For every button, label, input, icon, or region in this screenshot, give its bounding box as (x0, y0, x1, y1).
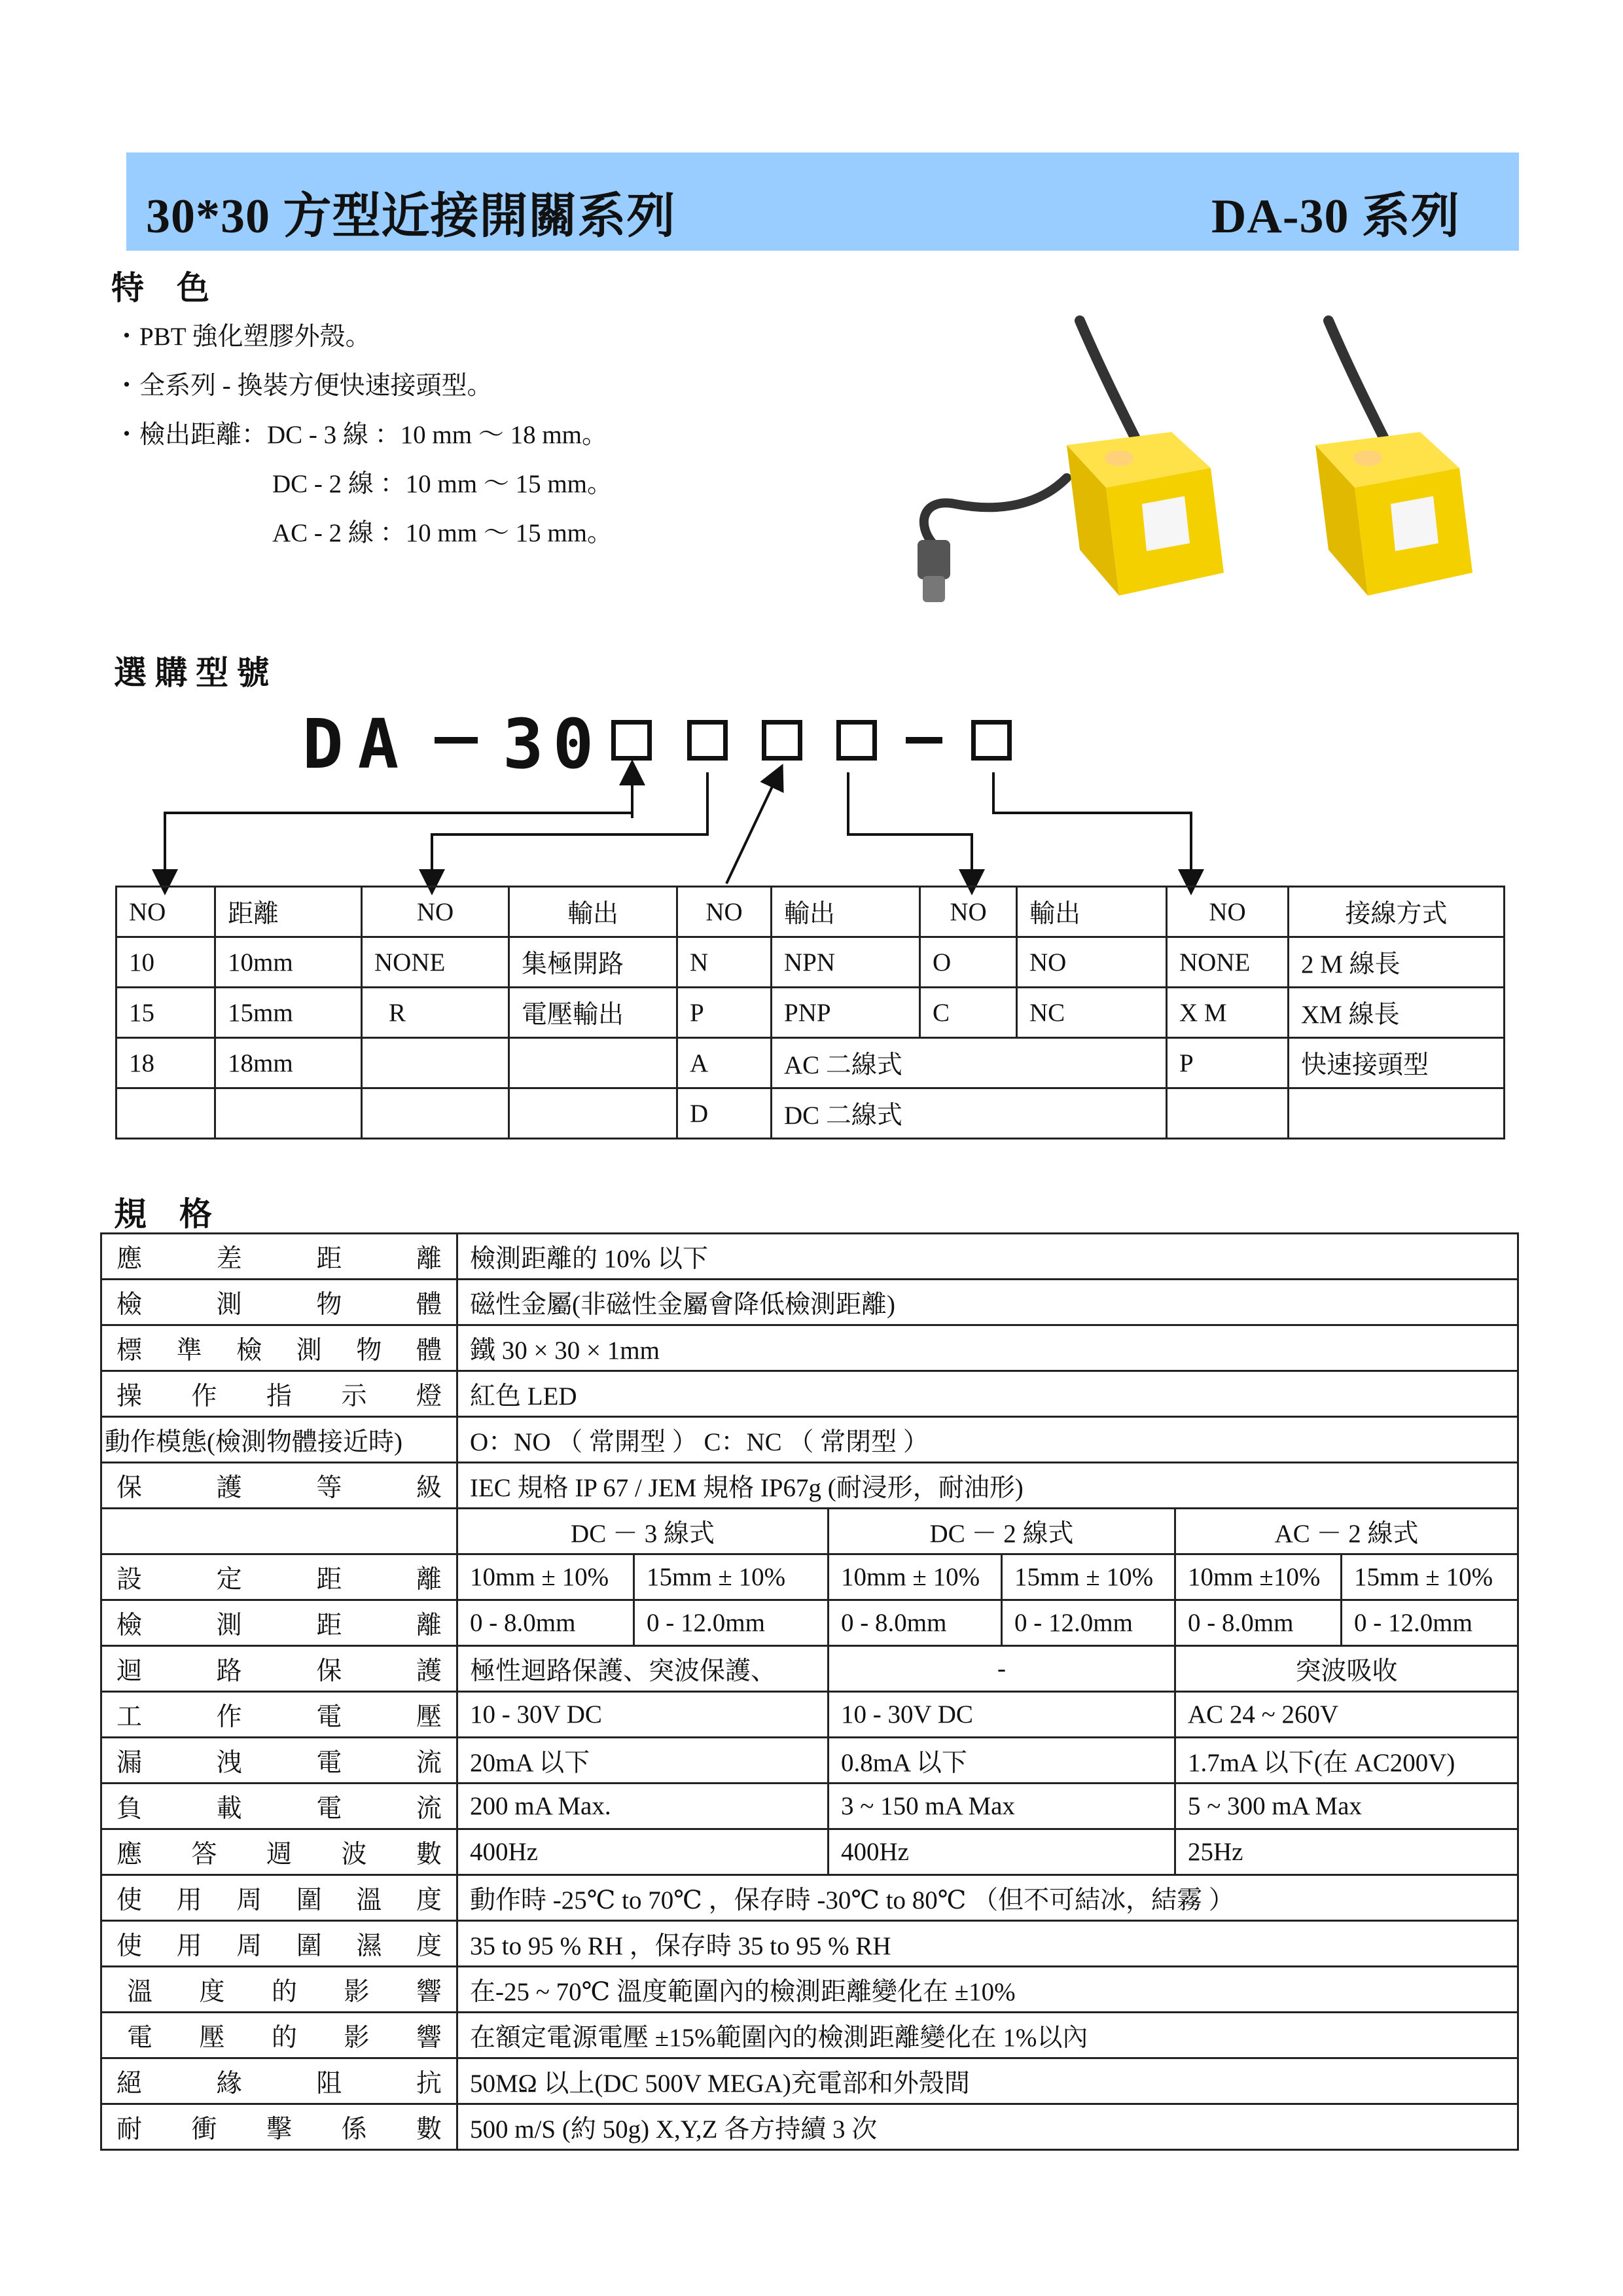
feature-sub-item: DC - 2 線 ：10 mm ～ 15 mm。 (272, 470, 613, 498)
feature-sub-item: AC - 2 線 ：10 mm ～ 15 mm。 (272, 519, 613, 547)
spec-label: 設 定 距 離 (116, 1565, 442, 1594)
table-row (101, 1784, 1518, 1829)
model-code-dash (435, 737, 478, 744)
ordering-cell: P (677, 988, 772, 1038)
spec-label: 絕 緣 阻 抗 (116, 2069, 442, 2098)
spec-value: 20mA 以下 (457, 1738, 829, 1784)
spec-value: 0 - 8.0mm (829, 1600, 1002, 1646)
features-heading: 特 色 (111, 270, 209, 306)
feature-item: ・檢出距離：DC - 3 線 ：10 mm ～ 18 mm。 (114, 421, 608, 449)
spec-label: 負 載 電 流 (116, 1794, 442, 1823)
spec-value: 15mm ± 10% (1342, 1554, 1518, 1600)
spec-value: 500 m/S (約 50g) X,Y,Z 各方持續 3 次 (457, 2104, 1518, 2150)
spec-value: 在額定電源電壓 ±15%範圍內的檢測距離變化在 1%以內 (457, 2013, 1518, 2058)
ordering-header: NO (1167, 887, 1289, 937)
spec-value: 0 - 12.0mm (1002, 1600, 1175, 1646)
table-row (116, 937, 1505, 988)
table-row (101, 1325, 1518, 1371)
ordering-table (115, 886, 1505, 1139)
spec-value: 1.7mA 以下(在 AC200V) (1175, 1738, 1518, 1784)
spec-value: 15mm ± 10% (1002, 1554, 1175, 1600)
spec-label: 使 用 周 圍 溫 度 (116, 1886, 442, 1914)
spec-group-header: AC － 2 線式 (1175, 1509, 1518, 1554)
ordering-cell: NC (1017, 988, 1167, 1038)
ordering-cell: R (362, 988, 509, 1038)
spec-value: 動作時 -25℃ to 70℃ ，保存時 -30℃ to 80℃ （但不可結冰，結霧 ） (457, 1875, 1518, 1921)
ordering-cell: DC 二線式 (772, 1088, 1167, 1139)
ordering-cell: 集極開路 (509, 937, 677, 988)
spec-label: 動作模態(檢測物體接近時) (101, 1417, 457, 1463)
ordering-heading: 選 購 型 號 (114, 655, 270, 691)
spec-value: 25Hz (1175, 1829, 1518, 1875)
spec-value: 極性迴路保護、突波保護、 (457, 1646, 829, 1692)
spec-value: 10mm ± 10% (457, 1554, 634, 1600)
ordering-cell (509, 1088, 677, 1139)
table-row (101, 1554, 1518, 1600)
ordering-header-row (116, 887, 1505, 937)
page-title: 30*30 方型近接開關系列 (146, 190, 676, 243)
spec-empty-cell (101, 1509, 457, 1554)
spec-value: 15mm ± 10% (634, 1554, 829, 1600)
ordering-header: 接線方式 (1289, 887, 1505, 937)
spec-value: 10mm ± 10% (829, 1554, 1002, 1600)
table-row (116, 1088, 1505, 1139)
table-row (101, 1921, 1518, 1967)
spec-value: 400Hz (829, 1829, 1175, 1875)
spec-value: 檢測距離的 10% 以下 (457, 1234, 1518, 1280)
ordering-cell: 10mm (215, 937, 362, 988)
ordering-cell: NO (1017, 937, 1167, 988)
ordering-cell (1289, 1088, 1505, 1139)
sensor-right (1315, 321, 1472, 596)
spec-label: 標 準 檢 測 物 體 (116, 1336, 442, 1365)
ordering-cell: P (1167, 1038, 1289, 1088)
ordering-cell: 18mm (215, 1038, 362, 1088)
table-row (101, 1692, 1518, 1738)
ordering-header: NO (116, 887, 215, 937)
series-title: DA-30 系列 (1211, 190, 1460, 243)
ordering-cell (362, 1038, 509, 1088)
model-code-prefix: DA (302, 704, 414, 784)
ordering-cell: 2 M 線長 (1289, 937, 1505, 988)
code-arrows (0, 753, 1623, 903)
spec-value: 10mm ±10% (1175, 1554, 1342, 1600)
table-row (101, 1829, 1518, 1875)
ordering-cell (215, 1088, 362, 1139)
ordering-cell: 10 (116, 937, 215, 988)
spec-value: IEC 規格 IP 67 / JEM 規格 IP67g (耐浸形，耐油形) (457, 1463, 1518, 1509)
spec-value: 0 - 12.0mm (1342, 1600, 1518, 1646)
table-row (101, 1463, 1518, 1509)
spec-value: 3 ~ 150 mA Max (829, 1784, 1175, 1829)
spec-label: 檢 測 距 離 (116, 1611, 442, 1640)
spec-value: 10 - 30V DC (829, 1692, 1175, 1738)
ordering-cell (509, 1038, 677, 1088)
spec-group-header-row (101, 1509, 1518, 1554)
ordering-header: NO (362, 887, 509, 937)
spec-value: AC 24 ~ 260V (1175, 1692, 1518, 1738)
ordering-cell: AC 二線式 (772, 1038, 1167, 1088)
table-row (101, 1646, 1518, 1692)
table-row (101, 1280, 1518, 1325)
sensor-left (918, 321, 1224, 602)
ordering-cell: NONE (362, 937, 509, 988)
ordering-header: 輸出 (1017, 887, 1167, 937)
spec-value: O：NO （ 常開型 ） C：NC （ 常閉型 ） (457, 1417, 1518, 1463)
spec-label: 操 作 指 示 燈 (116, 1382, 442, 1410)
table-row (101, 1738, 1518, 1784)
ordering-cell: O (920, 937, 1017, 988)
spec-value: 0 - 8.0mm (1175, 1600, 1342, 1646)
ordering-cell: NPN (772, 937, 920, 988)
feature-item: ・PBT 強化塑膠外殼。 (114, 323, 371, 351)
spec-label: 檢 測 物 體 (116, 1290, 442, 1319)
spec-value: 紅色 LED (457, 1371, 1518, 1417)
spec-value: 在-25 ~ 70℃ 溫度範圍內的檢測距離變化在 ±10% (457, 1967, 1518, 2013)
ordering-cell (362, 1088, 509, 1139)
spec-value: 35 to 95 % RH ，保存時 35 to 95 % RH (457, 1921, 1518, 1967)
spec-value: 磁性金屬(非磁性金屬會降低檢測距離) (457, 1280, 1518, 1325)
spec-value: 鐵 30 × 30 × 1mm (457, 1325, 1518, 1371)
spec-group-header: DC － 2 線式 (829, 1509, 1175, 1554)
spec-value: 0 - 12.0mm (634, 1600, 829, 1646)
ordering-cell: N (677, 937, 772, 988)
spec-label: 電 壓 的 影 響 (127, 2023, 442, 2052)
spec-value: 50MΩ 以上(DC 500V MEGA)充電部和外殼間 (457, 2058, 1518, 2104)
ordering-cell: D (677, 1088, 772, 1139)
spec-value: 400Hz (457, 1829, 829, 1875)
model-code-dash (906, 737, 942, 744)
spec-label: 應 答 週 波 數 (116, 1840, 442, 1869)
spec-label: 漏 洩 電 流 (116, 1748, 442, 1777)
spec-table (100, 1232, 1519, 2151)
spec-label: 溫 度 的 影 響 (127, 1977, 442, 2006)
table-row (101, 1875, 1518, 1921)
ordering-cell: X M (1167, 988, 1289, 1038)
spec-value: 突波吸收 (1175, 1646, 1518, 1692)
table-row (101, 2104, 1518, 2150)
ordering-cell: NONE (1167, 937, 1289, 988)
ordering-cell (1167, 1088, 1289, 1139)
spec-label: 迴 路 保 護 (116, 1657, 442, 1685)
spec-value: 200 mA Max. (457, 1784, 829, 1829)
ordering-header: 輸出 (509, 887, 677, 937)
spec-label: 耐 衝 擊 係 數 (116, 2115, 442, 2144)
table-row (116, 988, 1505, 1038)
ordering-header: NO (920, 887, 1017, 937)
table-row (101, 1417, 1518, 1463)
ordering-header: NO (677, 887, 772, 937)
spec-label: 保 護 等 級 (116, 1473, 442, 1502)
ordering-cell (116, 1088, 215, 1139)
table-row (101, 2058, 1518, 2104)
ordering-cell: 18 (116, 1038, 215, 1088)
spec-label: 工 作 電 壓 (116, 1702, 442, 1731)
spec-value: 0 - 8.0mm (457, 1600, 634, 1646)
spec-value: - (829, 1646, 1175, 1692)
product-photo (903, 314, 1512, 628)
spec-label: 應 差 距 離 (116, 1244, 442, 1273)
table-row (101, 1234, 1518, 1280)
ordering-cell: 電壓輸出 (509, 988, 677, 1038)
ordering-cell: PNP (772, 988, 920, 1038)
table-row (101, 2013, 1518, 2058)
spec-value: 5 ~ 300 mA Max (1175, 1784, 1518, 1829)
ordering-cell: C (920, 988, 1017, 1038)
spec-group-header: DC － 3 線式 (457, 1509, 829, 1554)
spec-value: 0.8mA 以下 (829, 1738, 1175, 1784)
ordering-cell: 15 (116, 988, 215, 1038)
ordering-header: 輸出 (772, 887, 920, 937)
specs-heading: 規 格 (114, 1196, 212, 1232)
ordering-cell: 快速接頭型 (1289, 1038, 1505, 1088)
feature-item: ・全系列 - 換裝方便快速接頭型。 (114, 372, 493, 400)
spec-label: 使 用 周 圍 濕 度 (116, 1931, 442, 1960)
table-row (116, 1038, 1505, 1088)
ordering-cell: 15mm (215, 988, 362, 1038)
table-row (101, 1967, 1518, 2013)
table-row (101, 1371, 1518, 1417)
table-row (101, 1600, 1518, 1646)
ordering-cell: A (677, 1038, 772, 1088)
header-band (126, 152, 1519, 251)
ordering-cell: XM 線長 (1289, 988, 1505, 1038)
ordering-header: 距離 (215, 887, 362, 937)
spec-value: 10 - 30V DC (457, 1692, 829, 1738)
model-code-number: 30 (503, 704, 603, 784)
